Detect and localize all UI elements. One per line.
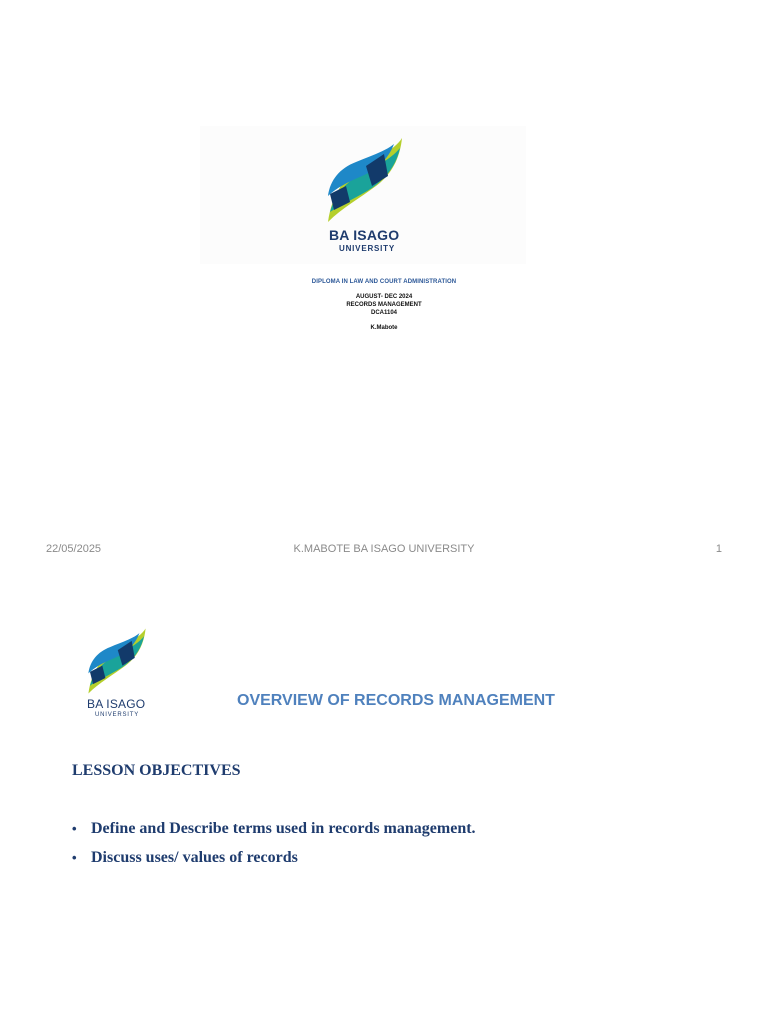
objectives-heading: LESSON OBJECTIVES <box>72 762 241 779</box>
footer-date: 22/05/2025 <box>46 543 102 555</box>
ba-isago-leaf-logo-icon <box>86 627 148 695</box>
author-name: K.Mabote <box>370 325 398 331</box>
list-item <box>72 849 298 867</box>
brand-subtitle: UNIVERSITY <box>95 712 140 718</box>
course-name: RECORDS MANAGEMENT <box>346 302 422 308</box>
footer-page-number: 1 <box>715 543 722 555</box>
ba-isago-leaf-logo-icon <box>326 136 404 224</box>
university-logo <box>200 126 526 264</box>
list-item <box>72 820 476 838</box>
course-code: DCA1104 <box>370 310 397 316</box>
brand-name: BA ISAGO <box>329 227 400 243</box>
program-title: DIPLOMA IN LAW AND COURT ADMINISTRATION <box>311 279 457 285</box>
bullet-dot-icon: • <box>72 850 77 865</box>
objective-text: Define and Describe terms used in records management. <box>91 820 476 837</box>
university-logo-small <box>84 625 154 725</box>
objectives-slide <box>0 575 768 1024</box>
objective-text: Discuss uses/ values of records <box>91 849 298 866</box>
brand-name: BA ISAGO <box>87 697 146 711</box>
slide-title: OVERVIEW OF RECORDS MANAGEMENT <box>237 692 555 709</box>
brand-subtitle: UNIVERSITY <box>339 244 396 253</box>
footer-center-text: K.MABOTE BA ISAGO UNIVERSITY <box>293 543 475 555</box>
term-label: AUGUST- DEC 2024 <box>355 294 413 300</box>
bullet-dot-icon: • <box>72 821 77 836</box>
